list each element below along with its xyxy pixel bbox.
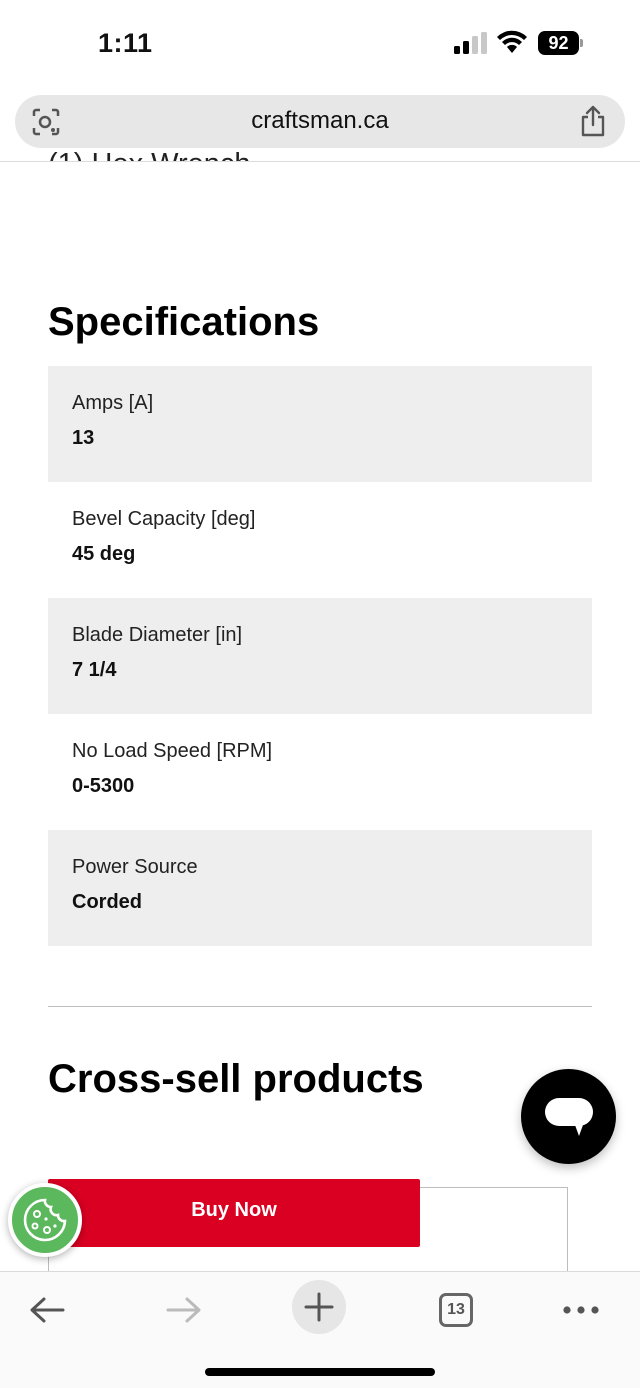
- spec-value: 0-5300: [72, 775, 135, 797]
- cross-sell-heading: Cross-sell products: [48, 1057, 424, 1101]
- status-time: 1:11: [98, 28, 153, 58]
- new-tab-button[interactable]: [292, 1280, 346, 1334]
- spec-row-no-load-speed: [48, 714, 592, 830]
- battery-indicator: [538, 31, 584, 55]
- back-button[interactable]: [19, 1282, 75, 1338]
- url-text[interactable]: craftsman.ca: [251, 107, 389, 134]
- back-arrow-icon: [29, 1295, 65, 1325]
- spec-row-blade-diameter: [48, 598, 592, 714]
- forward-button[interactable]: [156, 1282, 212, 1338]
- share-icon[interactable]: [579, 105, 607, 137]
- specifications-heading: Specifications: [48, 300, 320, 344]
- battery-level: 92: [538, 31, 579, 55]
- cellular-signal-icon: [454, 32, 488, 54]
- spec-label: Blade Diameter [in]: [72, 624, 243, 646]
- spec-value: Corded: [72, 891, 142, 913]
- more-icon: [562, 1305, 600, 1315]
- plus-icon: [304, 1292, 334, 1322]
- more-button[interactable]: [553, 1282, 609, 1338]
- spec-row-amps: [48, 366, 592, 482]
- spec-row-bevel-capacity: [48, 482, 592, 598]
- battery-cap: [580, 39, 583, 47]
- forward-arrow-icon: [166, 1295, 202, 1325]
- address-bar[interactable]: [15, 95, 625, 148]
- buy-now-button[interactable]: Buy Now: [48, 1179, 420, 1247]
- spec-value: 7 1/4: [72, 659, 117, 681]
- spec-label: Amps [A]: [72, 392, 154, 414]
- cookie-icon: [22, 1197, 68, 1243]
- spec-label: No Load Speed [RPM]: [72, 740, 273, 762]
- spec-label: Bevel Capacity [deg]: [72, 508, 256, 530]
- chat-button[interactable]: [521, 1069, 616, 1164]
- content-mask: [0, 162, 640, 192]
- tabs-button[interactable]: [428, 1282, 484, 1338]
- spec-label: Power Source: [72, 856, 198, 878]
- status-bar: [0, 0, 640, 90]
- spec-row-power-source: [48, 830, 592, 946]
- section-divider: [48, 1006, 592, 1007]
- cookie-settings-button[interactable]: [8, 1183, 82, 1257]
- spec-value: 13: [72, 427, 95, 449]
- tab-count: 13: [439, 1293, 473, 1327]
- wifi-icon: [496, 30, 528, 54]
- home-indicator: [205, 1368, 435, 1376]
- specifications-table: [48, 366, 592, 946]
- chat-bubble-icon: [545, 1098, 593, 1138]
- spec-value: 45 deg: [72, 543, 136, 565]
